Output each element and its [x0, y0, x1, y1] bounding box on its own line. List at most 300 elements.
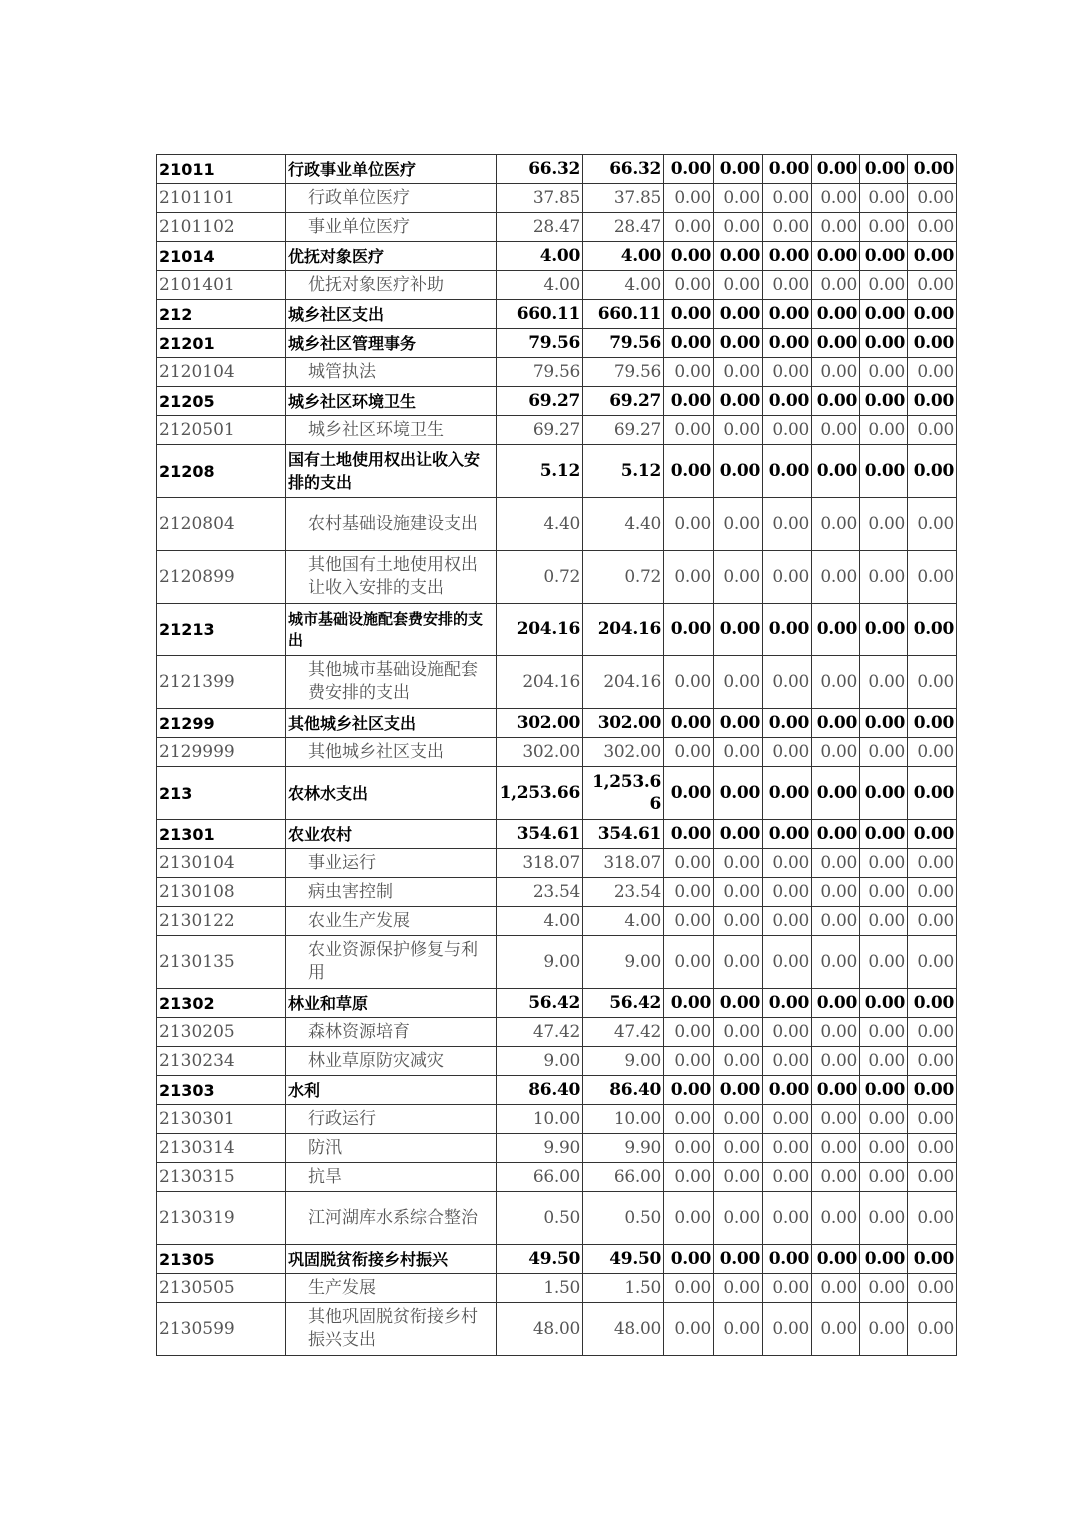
row-value-2: 28.47	[583, 213, 664, 242]
row-value-2: 10.00	[583, 1105, 664, 1134]
row-code: 21014	[157, 242, 286, 271]
table-row	[157, 329, 957, 358]
row-value-3: 0.00	[664, 1192, 714, 1245]
row-value-4: 0.00	[714, 1192, 763, 1245]
row-value-2: 9.90	[583, 1134, 664, 1163]
row-value-8: 0.00	[908, 1047, 957, 1076]
row-value-4: 0.00	[714, 155, 763, 184]
row-value-7: 0.00	[860, 1163, 908, 1192]
row-value-2: 79.56	[583, 329, 664, 358]
row-value-2: 318.07	[583, 849, 664, 878]
row-value-1: 4.00	[497, 271, 583, 300]
row-value-3: 0.00	[664, 498, 714, 551]
row-value-3: 0.00	[664, 242, 714, 271]
row-value-8: 0.00	[908, 878, 957, 907]
row-value-3: 0.00	[664, 989, 714, 1018]
table-row	[157, 1245, 957, 1274]
row-value-4: 0.00	[714, 907, 763, 936]
row-value-3: 0.00	[664, 878, 714, 907]
row-value-6: 0.00	[812, 1245, 860, 1274]
row-value-2: 204.16	[583, 604, 664, 656]
row-name: 行政运行	[286, 1105, 497, 1134]
row-value-5: 0.00	[763, 416, 812, 445]
row-value-3: 0.00	[664, 1076, 714, 1105]
row-value-4: 0.00	[714, 271, 763, 300]
row-value-5: 0.00	[763, 1134, 812, 1163]
row-value-1: 0.72	[497, 551, 583, 604]
row-value-1: 204.16	[497, 656, 583, 709]
row-value-8: 0.00	[908, 445, 957, 498]
row-value-1: 47.42	[497, 1018, 583, 1047]
table-row	[157, 604, 957, 656]
table-row	[157, 738, 957, 767]
row-value-3: 0.00	[664, 709, 714, 738]
row-value-6: 0.00	[812, 242, 860, 271]
row-value-1: 69.27	[497, 416, 583, 445]
row-value-8: 0.00	[908, 1134, 957, 1163]
row-value-4: 0.00	[714, 656, 763, 709]
table-row	[157, 1274, 957, 1303]
row-name: 农村基础设施建设支出	[286, 498, 497, 551]
table-row	[157, 1076, 957, 1105]
row-value-2: 48.00	[583, 1303, 664, 1356]
row-value-5: 0.00	[763, 445, 812, 498]
row-value-7: 0.00	[860, 1105, 908, 1134]
table-row	[157, 358, 957, 387]
row-value-2: 660.11	[583, 300, 664, 329]
row-value-5: 0.00	[763, 1163, 812, 1192]
row-code: 2121399	[157, 656, 286, 709]
row-value-7: 0.00	[860, 271, 908, 300]
row-code: 2120804	[157, 498, 286, 551]
row-value-4: 0.00	[714, 551, 763, 604]
row-value-3: 0.00	[664, 1163, 714, 1192]
row-value-1: 86.40	[497, 1076, 583, 1105]
row-value-5: 0.00	[763, 271, 812, 300]
row-value-2: 56.42	[583, 989, 664, 1018]
row-value-2: 5.12	[583, 445, 664, 498]
row-value-8: 0.00	[908, 656, 957, 709]
row-code: 2130135	[157, 936, 286, 989]
row-value-7: 0.00	[860, 1018, 908, 1047]
table-row	[157, 242, 957, 271]
row-value-3: 0.00	[664, 155, 714, 184]
row-value-2: 9.00	[583, 1047, 664, 1076]
table-row	[157, 445, 957, 498]
row-value-6: 0.00	[812, 271, 860, 300]
row-value-7: 0.00	[860, 1134, 908, 1163]
row-value-4: 0.00	[714, 1076, 763, 1105]
row-value-7: 0.00	[860, 709, 908, 738]
row-value-8: 0.00	[908, 551, 957, 604]
row-name: 巩固脱贫衔接乡村振兴	[286, 1245, 497, 1274]
row-name: 事业单位医疗	[286, 213, 497, 242]
row-name: 其他国有土地使用权出让收入安排的支出	[286, 551, 497, 604]
row-value-7: 0.00	[860, 184, 908, 213]
row-name: 其他城市基础设施配套费安排的支出	[286, 656, 497, 709]
row-value-5: 0.00	[763, 820, 812, 849]
row-value-6: 0.00	[812, 989, 860, 1018]
row-value-6: 0.00	[812, 604, 860, 656]
row-value-2: 354.61	[583, 820, 664, 849]
row-name: 江河湖库水系综合整治	[286, 1192, 497, 1245]
table-row	[157, 1105, 957, 1134]
row-value-5: 0.00	[763, 498, 812, 551]
row-code: 2130315	[157, 1163, 286, 1192]
row-value-6: 0.00	[812, 1134, 860, 1163]
row-name: 生产发展	[286, 1274, 497, 1303]
row-value-7: 0.00	[860, 213, 908, 242]
row-value-4: 0.00	[714, 242, 763, 271]
row-value-5: 0.00	[763, 387, 812, 416]
row-value-7: 0.00	[860, 1303, 908, 1356]
row-value-4: 0.00	[714, 445, 763, 498]
row-value-7: 0.00	[860, 767, 908, 820]
row-value-8: 0.00	[908, 213, 957, 242]
row-value-8: 0.00	[908, 604, 957, 656]
row-value-6: 0.00	[812, 416, 860, 445]
row-value-1: 69.27	[497, 387, 583, 416]
row-value-3: 0.00	[664, 271, 714, 300]
row-value-6: 0.00	[812, 1047, 860, 1076]
row-value-4: 0.00	[714, 1047, 763, 1076]
row-value-2: 1,253.66	[583, 767, 664, 820]
row-value-3: 0.00	[664, 551, 714, 604]
row-name: 农业生产发展	[286, 907, 497, 936]
row-value-8: 0.00	[908, 989, 957, 1018]
row-value-8: 0.00	[908, 387, 957, 416]
row-name: 行政事业单位医疗	[286, 155, 497, 184]
row-code: 2130234	[157, 1047, 286, 1076]
table-row	[157, 155, 957, 184]
row-value-7: 0.00	[860, 989, 908, 1018]
row-value-6: 0.00	[812, 445, 860, 498]
row-value-2: 49.50	[583, 1245, 664, 1274]
row-name: 城市基础设施配套费安排的支出	[286, 604, 497, 656]
row-value-5: 0.00	[763, 907, 812, 936]
row-value-1: 79.56	[497, 329, 583, 358]
row-name: 农林水支出	[286, 767, 497, 820]
row-value-4: 0.00	[714, 1245, 763, 1274]
row-code: 21205	[157, 387, 286, 416]
row-code: 2101101	[157, 184, 286, 213]
row-value-8: 0.00	[908, 709, 957, 738]
row-value-6: 0.00	[812, 1018, 860, 1047]
row-value-1: 354.61	[497, 820, 583, 849]
row-value-6: 0.00	[812, 849, 860, 878]
row-value-2: 0.72	[583, 551, 664, 604]
row-value-3: 0.00	[664, 907, 714, 936]
row-value-5: 0.00	[763, 656, 812, 709]
row-value-5: 0.00	[763, 738, 812, 767]
row-code: 212	[157, 300, 286, 329]
table-row	[157, 907, 957, 936]
row-value-3: 0.00	[664, 358, 714, 387]
row-name: 其他城乡社区支出	[286, 738, 497, 767]
row-value-6: 0.00	[812, 498, 860, 551]
row-name: 城管执法	[286, 358, 497, 387]
row-value-3: 0.00	[664, 738, 714, 767]
row-value-4: 0.00	[714, 1018, 763, 1047]
row-value-1: 5.12	[497, 445, 583, 498]
row-value-2: 23.54	[583, 878, 664, 907]
row-value-4: 0.00	[714, 1105, 763, 1134]
table-row	[157, 1192, 957, 1245]
row-name: 病虫害控制	[286, 878, 497, 907]
row-value-8: 0.00	[908, 907, 957, 936]
row-value-6: 0.00	[812, 820, 860, 849]
row-value-7: 0.00	[860, 656, 908, 709]
row-value-1: 318.07	[497, 849, 583, 878]
table-row	[157, 1018, 957, 1047]
row-code: 2130205	[157, 1018, 286, 1047]
row-value-2: 4.00	[583, 271, 664, 300]
row-value-2: 1.50	[583, 1274, 664, 1303]
row-value-4: 0.00	[714, 358, 763, 387]
row-code: 2130122	[157, 907, 286, 936]
row-value-4: 0.00	[714, 184, 763, 213]
row-value-3: 0.00	[664, 1018, 714, 1047]
row-code: 2120104	[157, 358, 286, 387]
row-value-2: 69.27	[583, 416, 664, 445]
row-value-6: 0.00	[812, 709, 860, 738]
row-value-6: 0.00	[812, 1192, 860, 1245]
row-value-3: 0.00	[664, 1105, 714, 1134]
row-value-4: 0.00	[714, 989, 763, 1018]
row-code: 2130319	[157, 1192, 286, 1245]
row-value-1: 23.54	[497, 878, 583, 907]
row-value-7: 0.00	[860, 738, 908, 767]
row-value-4: 0.00	[714, 1274, 763, 1303]
row-code: 2101401	[157, 271, 286, 300]
row-value-5: 0.00	[763, 849, 812, 878]
row-value-7: 0.00	[860, 820, 908, 849]
row-value-2: 79.56	[583, 358, 664, 387]
row-value-1: 56.42	[497, 989, 583, 1018]
row-value-8: 0.00	[908, 1274, 957, 1303]
row-value-4: 0.00	[714, 767, 763, 820]
row-value-6: 0.00	[812, 300, 860, 329]
row-value-6: 0.00	[812, 656, 860, 709]
row-value-3: 0.00	[664, 1047, 714, 1076]
row-name: 城乡社区管理事务	[286, 329, 497, 358]
row-value-8: 0.00	[908, 1245, 957, 1274]
row-value-4: 0.00	[714, 498, 763, 551]
row-name: 水利	[286, 1076, 497, 1105]
row-value-2: 37.85	[583, 184, 664, 213]
row-value-1: 37.85	[497, 184, 583, 213]
row-value-4: 0.00	[714, 1134, 763, 1163]
row-value-4: 0.00	[714, 604, 763, 656]
row-value-1: 4.40	[497, 498, 583, 551]
row-value-6: 0.00	[812, 767, 860, 820]
row-name: 优抚对象医疗	[286, 242, 497, 271]
row-value-1: 1.50	[497, 1274, 583, 1303]
table-row	[157, 271, 957, 300]
row-value-5: 0.00	[763, 878, 812, 907]
row-code: 213	[157, 767, 286, 820]
row-value-3: 0.00	[664, 213, 714, 242]
row-value-6: 0.00	[812, 358, 860, 387]
row-name: 城乡社区环境卫生	[286, 387, 497, 416]
row-value-7: 0.00	[860, 604, 908, 656]
row-value-8: 0.00	[908, 1105, 957, 1134]
table-row	[157, 1134, 957, 1163]
row-value-7: 0.00	[860, 329, 908, 358]
row-code: 21299	[157, 709, 286, 738]
row-value-5: 0.00	[763, 936, 812, 989]
row-value-5: 0.00	[763, 709, 812, 738]
row-value-3: 0.00	[664, 656, 714, 709]
row-value-2: 204.16	[583, 656, 664, 709]
row-name: 行政单位医疗	[286, 184, 497, 213]
row-value-3: 0.00	[664, 1245, 714, 1274]
table-row	[157, 849, 957, 878]
row-value-2: 86.40	[583, 1076, 664, 1105]
row-value-7: 0.00	[860, 907, 908, 936]
row-name: 城乡社区环境卫生	[286, 416, 497, 445]
row-value-3: 0.00	[664, 300, 714, 329]
row-value-4: 0.00	[714, 1163, 763, 1192]
table-row	[157, 300, 957, 329]
row-code: 2130599	[157, 1303, 286, 1356]
row-value-5: 0.00	[763, 329, 812, 358]
row-value-5: 0.00	[763, 155, 812, 184]
row-value-4: 0.00	[714, 213, 763, 242]
row-value-8: 0.00	[908, 1018, 957, 1047]
row-value-1: 66.32	[497, 155, 583, 184]
row-name: 其他巩固脱贫衔接乡村振兴支出	[286, 1303, 497, 1356]
row-value-6: 0.00	[812, 1163, 860, 1192]
table-row	[157, 1047, 957, 1076]
table-row	[157, 498, 957, 551]
row-value-6: 0.00	[812, 551, 860, 604]
row-value-7: 0.00	[860, 1076, 908, 1105]
row-value-3: 0.00	[664, 1303, 714, 1356]
row-value-7: 0.00	[860, 878, 908, 907]
row-code: 21201	[157, 329, 286, 358]
row-code: 2120501	[157, 416, 286, 445]
row-value-1: 302.00	[497, 709, 583, 738]
row-name: 事业运行	[286, 849, 497, 878]
row-code: 2129999	[157, 738, 286, 767]
row-value-4: 0.00	[714, 878, 763, 907]
row-code: 21303	[157, 1076, 286, 1105]
row-value-3: 0.00	[664, 1134, 714, 1163]
table-row	[157, 1163, 957, 1192]
row-value-1: 48.00	[497, 1303, 583, 1356]
row-value-5: 0.00	[763, 213, 812, 242]
row-name: 防汛	[286, 1134, 497, 1163]
row-value-1: 9.00	[497, 1047, 583, 1076]
row-value-5: 0.00	[763, 1018, 812, 1047]
row-value-2: 66.32	[583, 155, 664, 184]
row-value-1: 28.47	[497, 213, 583, 242]
row-value-8: 0.00	[908, 358, 957, 387]
row-value-5: 0.00	[763, 358, 812, 387]
table-row	[157, 936, 957, 989]
row-value-5: 0.00	[763, 989, 812, 1018]
row-value-8: 0.00	[908, 300, 957, 329]
row-code: 2130108	[157, 878, 286, 907]
row-name: 林业和草原	[286, 989, 497, 1018]
table-row	[157, 820, 957, 849]
row-value-6: 0.00	[812, 213, 860, 242]
row-code: 2130104	[157, 849, 286, 878]
row-value-6: 0.00	[812, 1274, 860, 1303]
row-value-6: 0.00	[812, 1303, 860, 1356]
row-value-5: 0.00	[763, 1303, 812, 1356]
row-value-7: 0.00	[860, 155, 908, 184]
row-value-2: 4.00	[583, 907, 664, 936]
table-row	[157, 184, 957, 213]
row-value-7: 0.00	[860, 1047, 908, 1076]
row-value-3: 0.00	[664, 184, 714, 213]
table-body	[157, 155, 957, 1356]
row-value-1: 49.50	[497, 1245, 583, 1274]
row-value-4: 0.00	[714, 709, 763, 738]
row-name: 优抚对象医疗补助	[286, 271, 497, 300]
row-value-8: 0.00	[908, 738, 957, 767]
row-value-7: 0.00	[860, 1274, 908, 1303]
row-code: 21302	[157, 989, 286, 1018]
row-value-7: 0.00	[860, 551, 908, 604]
row-value-4: 0.00	[714, 820, 763, 849]
row-value-6: 0.00	[812, 155, 860, 184]
row-value-4: 0.00	[714, 329, 763, 358]
row-value-3: 0.00	[664, 936, 714, 989]
row-code: 21301	[157, 820, 286, 849]
row-value-2: 47.42	[583, 1018, 664, 1047]
row-value-2: 4.00	[583, 242, 664, 271]
row-value-4: 0.00	[714, 416, 763, 445]
row-code: 21213	[157, 604, 286, 656]
row-value-8: 0.00	[908, 849, 957, 878]
row-value-8: 0.00	[908, 498, 957, 551]
row-value-4: 0.00	[714, 387, 763, 416]
row-value-8: 0.00	[908, 1163, 957, 1192]
row-code: 21011	[157, 155, 286, 184]
row-value-8: 0.00	[908, 271, 957, 300]
row-value-8: 0.00	[908, 767, 957, 820]
row-value-8: 0.00	[908, 242, 957, 271]
row-value-6: 0.00	[812, 738, 860, 767]
row-value-8: 0.00	[908, 1076, 957, 1105]
row-name: 抗旱	[286, 1163, 497, 1192]
row-value-5: 0.00	[763, 1076, 812, 1105]
row-value-1: 79.56	[497, 358, 583, 387]
row-value-4: 0.00	[714, 1303, 763, 1356]
table-row	[157, 656, 957, 709]
row-name: 城乡社区支出	[286, 300, 497, 329]
row-value-5: 0.00	[763, 1245, 812, 1274]
row-name: 森林资源培育	[286, 1018, 497, 1047]
row-code: 21305	[157, 1245, 286, 1274]
row-code: 2130505	[157, 1274, 286, 1303]
row-value-1: 4.00	[497, 907, 583, 936]
row-value-1: 302.00	[497, 738, 583, 767]
row-code: 21208	[157, 445, 286, 498]
row-value-6: 0.00	[812, 1105, 860, 1134]
row-value-7: 0.00	[860, 358, 908, 387]
row-value-4: 0.00	[714, 300, 763, 329]
row-value-5: 0.00	[763, 1047, 812, 1076]
row-value-7: 0.00	[860, 300, 908, 329]
table-row	[157, 551, 957, 604]
row-code: 2120899	[157, 551, 286, 604]
row-value-1: 1,253.66	[497, 767, 583, 820]
row-value-2: 302.00	[583, 709, 664, 738]
